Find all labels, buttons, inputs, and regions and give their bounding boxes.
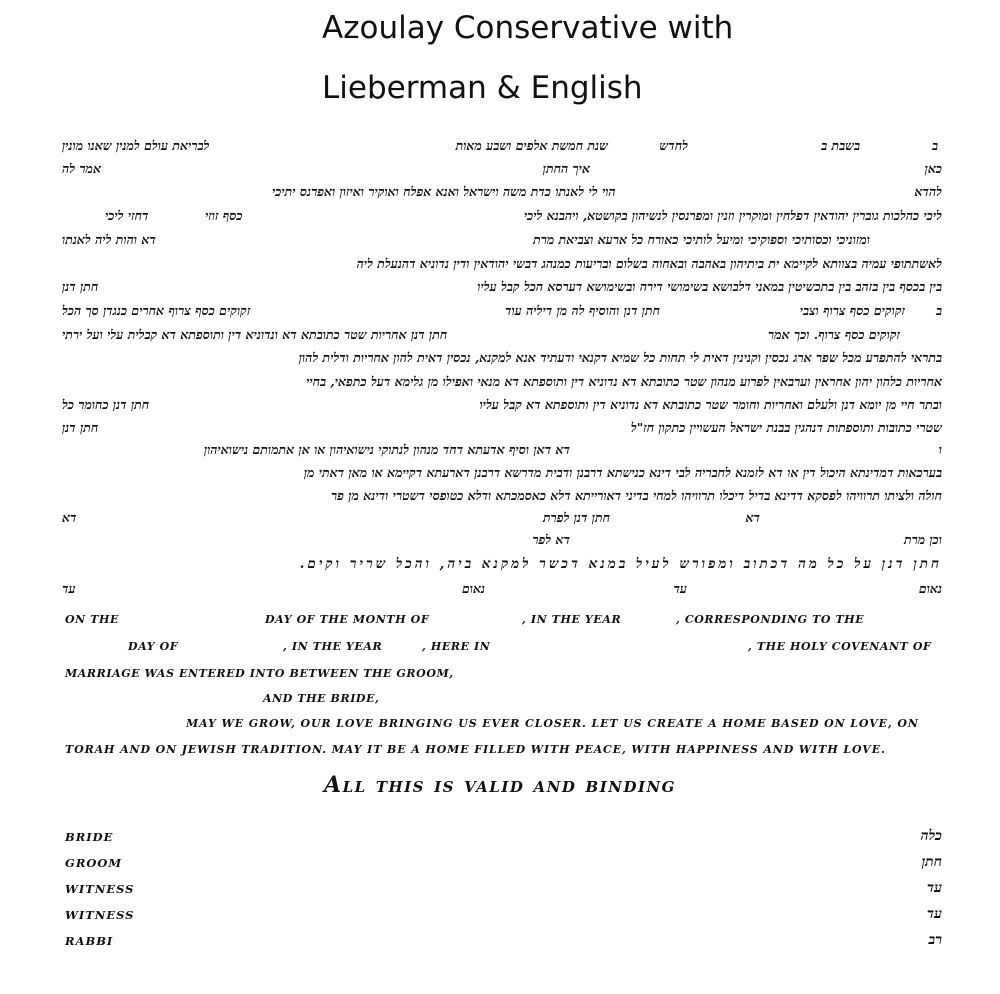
hebrew-fragment: ב [931,138,938,153]
english-fragment: AND THE BRIDE, [263,692,380,705]
hebrew-fragment: וכן מרת [903,532,942,547]
hebrew-fragment: בערכאות דמדינתא היכול דין או דא לזמנא לחבריה לבי דינא כנישתא דרבנן ודבית מדרשא דרבנן דארעתא דקיימא או מאן דאתי מן [303,465,942,480]
english-fragment: , THE HOLY COVENANT OF [748,640,932,653]
hebrew-fragment: נאום [918,581,942,596]
hebrew-fragment: חתן דנן [62,420,99,435]
hebrew-fragment: חתן דנן אחריות שטר כתובתא דא ונדוניא דין ותוספתא דא קבלית עלי ועל ירתי [62,327,448,342]
hebrew-fragment: בין בכסף בין בזהב בין בתכשיטין במאני דלבושא בשימושי דירה ובשימושא דערסא הכל קבל עליו [477,279,942,294]
hebrew-fragment: לאשתתופי עמיה בצוותא לקיימא ית ביתיהון באהבה ובאחוה בשלום ובריעות כמנהג דבשי יהודאין ודין נדוניא דהנעלת ליה [356,256,942,271]
valid-binding-heading: All this is valid and binding [324,772,676,798]
hebrew-fragment: חתן דנן לפרת [542,510,610,525]
signature-label-rabbi: RABBI [65,934,114,948]
english-fragment: MARRIAGE WAS ENTERED INTO BETWEEN THE GROOM, [65,667,454,680]
hebrew-fragment: ומזוניכי וכסותיכי וספוקיכי ומיעל לותיכי כאורח כל ארעא וצביאת מרת [533,232,870,247]
signature-label-witness-1: WITNESS [65,882,135,896]
hebrew-fragment: זקוקים כסף צרוף וצבי [799,303,905,318]
hebrew-fragment: זקוקים כסף צרוף אחרים כנגדן סך הכל [62,303,251,318]
hebrew-fragment: אחריות כלהון יהון אחראין וערבאין לפרוע מנהון שטר כתובתא דא נדוניא דין ותוספתא דא מנאי ואפילו מן גלימא דעל כתפאי, בחיי [306,374,942,389]
signature-label-bride: BRIDE [65,830,114,844]
hebrew-fragment: בתראי להתפרע מכל שפר ארג נכסין וקנינין דאית לי תחות כל שמיא דקנאי ודעתיד אנא למקנא, נכסין דאית להון אחריות ודלית להון [298,350,942,365]
hebrew-fragment: ובתר חיי מן יומא דנן ולעלם ואחריות וחומר שטר כתובתא דא נדוניא דין ותוספתא דא קבל עליו [479,397,942,412]
hebrew-fragment: דא [62,510,77,525]
hebrew-fragment: לבריאת עולם למנין שאנו מונין [62,138,210,153]
hebrew-fragment: דחזי ליכי [105,208,149,223]
hebrew-fragment: חתן דנן על כל מה דכתוב ומפורש לעיל במנא דכשר למקנא ביה, והכל שריר וקים. [299,556,942,572]
signature-hebrew-bride: כלה [920,828,942,844]
hebrew-fragment: כאן [924,161,942,176]
hebrew-fragment: ב [935,303,942,318]
hebrew-fragment: כסף זוזי [205,208,243,223]
signature-label-witness-2: WITNESS [65,908,135,922]
hebrew-fragment: דא והות ליה לאנתו [62,232,156,247]
hebrew-fragment: חתן דנן כחומר כל [62,397,150,412]
signature-hebrew-rabbi: רב [928,932,942,948]
english-fragment: TORAH AND ON JEWISH TRADITION. MAY IT BE A HOME FILLED WITH PEACE, WITH HAPPINESS AND WITH LOVE. [65,743,886,756]
hebrew-fragment: להדא [914,184,942,199]
hebrew-fragment: ו [938,442,942,457]
english-fragment: , CORRESPONDING TO THE [676,613,865,626]
english-fragment: DAY OF [128,640,179,653]
hebrew-fragment: אמר לה [62,161,101,176]
english-fragment: DAY OF THE MONTH OF [265,613,430,626]
signature-hebrew-witness-2: עד [926,906,942,922]
signature-hebrew-witness-1: עד [926,880,942,896]
english-fragment: MAY WE GROW, OUR LOVE BRINGING US EVER CLOSER. LET US CREATE A HOME BASED ON LOVE, ON [186,717,919,730]
signature-hebrew-groom: חתן [921,854,942,870]
hebrew-fragment: שטרי כתובות ותוספתות דנהגין בבנת ישראל העשויין כתקון חז"ל [630,420,942,435]
hebrew-fragment: דא דאן וסיף אדעתא דחד מנהון לנתוקי נישואיהון או אן אתמותם נישואיהון [203,442,570,457]
english-fragment: , IN THE YEAR [522,613,622,626]
english-fragment: , HERE IN [422,640,491,653]
hebrew-fragment: ליכי כהלכות גוברין יהודאין דפלחין ומוקרין וזנין ומפרנסין לנשיהון בקושטא, ויהבנא ליכי [523,208,942,223]
hebrew-fragment: דא לפר [532,532,570,547]
hebrew-fragment: בשבת ב [821,138,860,153]
hebrew-fragment: שנת חמשת אלפים ושבע מאות [455,138,608,153]
hebrew-fragment: חתן דנן והוסיף לה מן דיליה עוד [505,303,660,318]
english-fragment: ON THE [65,613,120,626]
hebrew-fragment: דא [745,510,760,525]
hebrew-fragment: נאום [462,581,486,596]
hebrew-fragment: לחדש [659,138,688,153]
hebrew-fragment: עד [62,581,76,596]
title-line-1: Azoulay Conservative with [322,10,734,46]
hebrew-fragment: זקוקים כסף צרוף. וכך אמר [768,327,900,342]
english-fragment: , IN THE YEAR [283,640,383,653]
hebrew-fragment: עד [673,581,687,596]
signature-label-groom: GROOM [65,856,123,870]
hebrew-fragment: הוי לי לאנתו כדת משה וישראל ואנא אפלח ואוקיר ואיזון ואפרנס יתיכי [272,184,616,199]
hebrew-fragment: איך החתן [542,161,590,176]
title-line-2: Lieberman & English [322,70,643,106]
hebrew-fragment: חתן דנן [62,279,99,294]
hebrew-fragment: חולה ולציתו תרוויהו לפסקא דדינא בדיל דיכלו תרוויהו למחי בדיני דאורייתא דלא כאסמכתא ודלא כטופסי דשטרי ודינא מן פר [331,488,942,503]
